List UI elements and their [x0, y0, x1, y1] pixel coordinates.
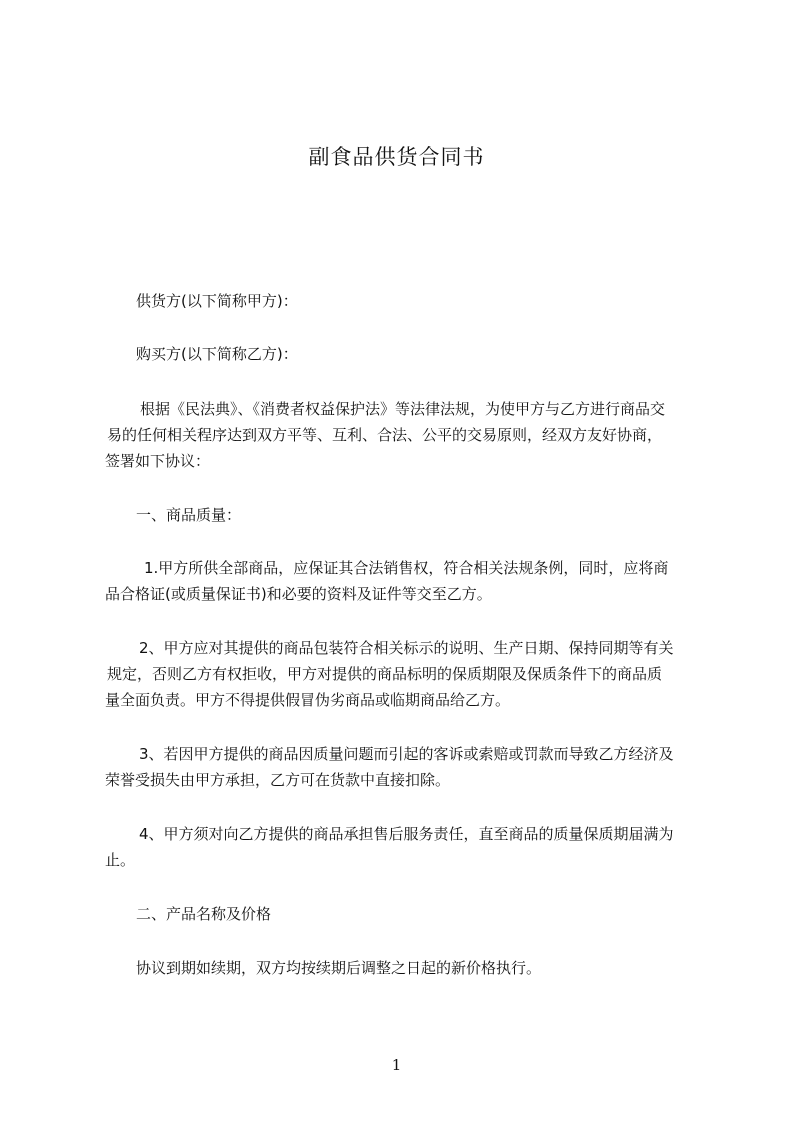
preamble-line-1: 根据《民法典》、《消费者权益保护法》等法律法规，为使甲方与乙方进行商品交 [140, 400, 666, 418]
section-1-item-2-line-2: 规定，否则乙方有权拒收，甲方对提供的商品标明的保质期限及保质条件下的商品质 [107, 665, 663, 683]
section-2-heading: 二、产品名称及价格 [136, 905, 272, 923]
supplier-label: 供货方(以下简称甲方)： [136, 292, 298, 310]
section-1-item-2-line-3: 量全面负责。甲方不得提供假冒伪劣商品或临期商品给乙方。 [105, 691, 511, 709]
section-1-item-2-line-1: 2、甲方应对其提供的商品包装符合相关标示的说明、生产日期、保持同期等有关 [139, 639, 674, 657]
page-number: 1 [391, 1056, 402, 1074]
section-1-item-4-line-1: 4、甲方须对向乙方提供的商品承担售后服务责任，直至商品的质量保质期届满为 [139, 825, 674, 843]
section-1-item-1-line-1: 1.甲方所供全部商品，应保证其合法销售权，符合相关法规条例，同时，应将商 [144, 559, 669, 577]
section-1-item-4-line-2: 止。 [105, 851, 136, 869]
document-title: 副食品供货合同书 [308, 145, 485, 169]
section-1-item-3-line-2: 荣誉受损失由甲方承担，乙方可在货款中直接扣除。 [105, 771, 451, 789]
section-1-item-1-line-2: 品合格证(或质量保证书)和必要的资料及证件等交至乙方。 [105, 585, 492, 603]
preamble-line-2: 易的任何相关程序达到双方平等、互利、合法、公平的交易原则，经双方友好协商， [107, 426, 663, 444]
preamble-line-3: 签署如下协议： [105, 452, 211, 470]
section-2-text: 协议到期如续期，双方均按续期后调整之日起的新价格执行。 [136, 959, 542, 977]
section-1-item-3-line-1: 3、若因甲方提供的商品因质量问题而引起的客诉或索赔或罚款而导致乙方经济及 [139, 745, 674, 763]
buyer-label: 购买方(以下简称乙方)： [136, 345, 298, 363]
section-1-heading: 一、商品质量： [136, 506, 242, 524]
